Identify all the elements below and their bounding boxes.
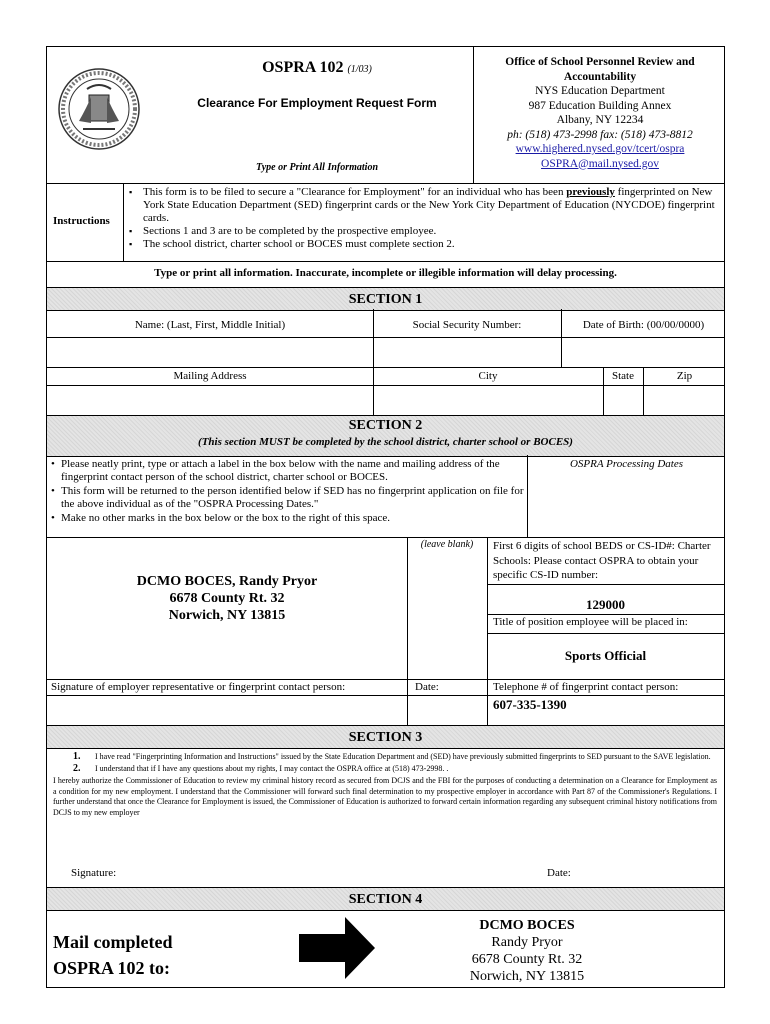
form-code-line xyxy=(167,59,467,77)
office-name: Office of School Personnel Review and xyxy=(505,56,695,68)
section2-bullet-3: • Make no other marks in the box below or the box to the right of this space. xyxy=(51,512,525,525)
telephone-value: 607-335-1390 xyxy=(493,697,567,712)
nys-seal-icon xyxy=(57,67,141,151)
contact-line-1: DCMO BOCES, Randy Pryor xyxy=(136,574,318,589)
form-code: OSPRA 102 xyxy=(262,59,344,76)
form-page xyxy=(46,46,725,988)
office-dept: NYS Education Department xyxy=(535,85,665,97)
mailing-label: Mailing Address xyxy=(173,370,247,382)
office-email-link[interactable]: OSPRA@mail.nysed.gov xyxy=(541,157,659,170)
office-info xyxy=(475,55,725,171)
instruction-item-1: ▪ This form is to be filed to secure a "Clearance for Employment" for an individual who has been previously fingerprinted on New York State Education Department (SED) fingerprint cards or the New York City Department of Education (NYCDOE) fingerprint cards. xyxy=(127,186,717,225)
position-value: Sports Official xyxy=(564,648,647,663)
office-name-2: Accountability xyxy=(563,70,637,83)
mail-instructions xyxy=(53,929,172,981)
section3-item-1: 1. I have read "Fingerprinting Information and Instructions" issued by the State Education Department and (SED) have previously submitted fingerprints to SED pursuant to the SAVE legislation. xyxy=(73,751,711,762)
mail-address-3: 6678 County Rt. 32 xyxy=(471,952,583,967)
section2-bullet-1: • Please neatly print, type or attach a label in the box below with the name and mailing address of the fingerprint contact person of the school district, charter school or BOCES. xyxy=(51,458,525,485)
section4-title: SECTION 4 xyxy=(348,892,423,907)
employer-date-field[interactable] xyxy=(409,697,485,723)
section3-title: SECTION 3 xyxy=(348,730,423,745)
right-arrow-icon xyxy=(299,917,375,979)
ssn-field[interactable] xyxy=(375,339,559,365)
mail-line-1: Mail completed xyxy=(53,932,173,952)
form-date: (1/03) xyxy=(347,64,372,75)
dob-label: Date of Birth: (00/00/0000) xyxy=(582,319,705,331)
instructions-list xyxy=(127,186,717,251)
employer-signature-label: Signature of employer representative or fingerprint contact person: xyxy=(51,681,346,693)
telephone-label: Telephone # of fingerprint contact person: xyxy=(493,681,679,693)
mail-address-4: Norwich, NY 13815 xyxy=(469,969,585,984)
zip-label: Zip xyxy=(676,370,693,382)
section2-subtitle: (This section MUST be completed by the school district, charter school or BOCES) xyxy=(198,436,573,448)
warning-text: Type or print all information. Inaccurate, incomplete or illegible information will delay processing. xyxy=(154,267,617,279)
office-address-1: 987 Education Building Annex xyxy=(528,99,672,112)
employer-signature-field[interactable] xyxy=(49,697,405,723)
beds-label: First 6 digits of school BEDS or CS-ID#: Charter Schools: Please contact OSPRA to obtain your specific CS-ID number: xyxy=(493,540,711,581)
processing-dates-label: OSPRA Processing Dates xyxy=(569,458,684,470)
contact-label-block xyxy=(47,573,407,624)
state-label: State xyxy=(612,370,634,382)
contact-line-2: 6678 County Rt. 32 xyxy=(169,591,285,606)
employee-signature-field[interactable] xyxy=(137,865,517,881)
type-print-note: Type or Print All Information xyxy=(255,162,379,173)
instruction-item-3: ▪ The school district, charter school or BOCES must complete section 2. xyxy=(127,238,717,251)
name-label: Name: (Last, First, Middle Initial) xyxy=(134,319,286,331)
office-phone-fax: ph: (518) 473-2998 fax: (518) 473-8812 xyxy=(507,128,693,141)
mail-address-2: Randy Pryor xyxy=(491,935,563,950)
leave-blank-label: (leave blank) xyxy=(420,539,474,550)
mail-line-2: OSPRA 102 to: xyxy=(53,958,170,978)
beds-value: 129000 xyxy=(586,597,625,612)
contact-line-3: Norwich, NY 13815 xyxy=(168,608,286,623)
employee-date-label: Date: xyxy=(547,867,571,879)
section2-bullet-2: • This form will be returned to the person identified below if SED has no fingerprint application on file for the above individual as of the "OSPRA Processing Dates." xyxy=(51,485,525,512)
state-field[interactable] xyxy=(605,387,641,413)
office-website-link[interactable]: www.highered.nysed.gov/tcert/ospra xyxy=(515,143,685,155)
dob-field[interactable] xyxy=(563,339,723,365)
instruction-item-2: ▪ Sections 1 and 3 are to be completed by the prospective employee. xyxy=(127,225,717,238)
position-label: Title of position employee will be placed in: xyxy=(493,616,688,628)
mail-address-block xyxy=(407,917,647,985)
mailing-address-field[interactable] xyxy=(49,387,371,413)
section3-item-2: 2. I understand that if I have any questions about my rights, I may contact the OSPRA office at (518) 473-2998. . xyxy=(73,762,449,774)
employee-date-field[interactable] xyxy=(581,865,721,881)
section1-title: SECTION 1 xyxy=(348,292,423,307)
section3-text xyxy=(53,752,717,818)
form-title: Clearance For Employment Request Form xyxy=(197,96,437,110)
employer-date-label: Date: xyxy=(415,681,439,693)
instructions-label: Instructions xyxy=(53,215,110,227)
mail-address-1: DCMO BOCES xyxy=(479,918,575,933)
office-address-2: Albany, NY 12234 xyxy=(556,114,644,126)
ssn-label: Social Security Number: xyxy=(412,319,522,331)
name-field[interactable] xyxy=(49,339,371,365)
section2-title: SECTION 2 xyxy=(348,418,423,433)
section3-paragraph: I hereby authorize the Commissioner of Education to review my criminal history record as secured from DCJS and the FBI for the purposes of conducting a determination on a Clearance for Employment as a condition for my new employment. I understand that the Commissioner will forward such final determination to my prospective employer in accordance with Part 87 of the Commissioner's Regulations. I further understand that once the Clearance for Employment is issued, the Commissioner of Education is authorized to forward certain information regarding any subsequent criminal history notifications from DCJS to my new employer xyxy=(53,776,717,817)
employee-signature-label: Signature: xyxy=(71,867,117,879)
zip-field[interactable] xyxy=(645,387,723,413)
section2-instructions xyxy=(51,458,525,525)
city-field[interactable] xyxy=(375,387,601,413)
city-label: City xyxy=(478,370,498,382)
